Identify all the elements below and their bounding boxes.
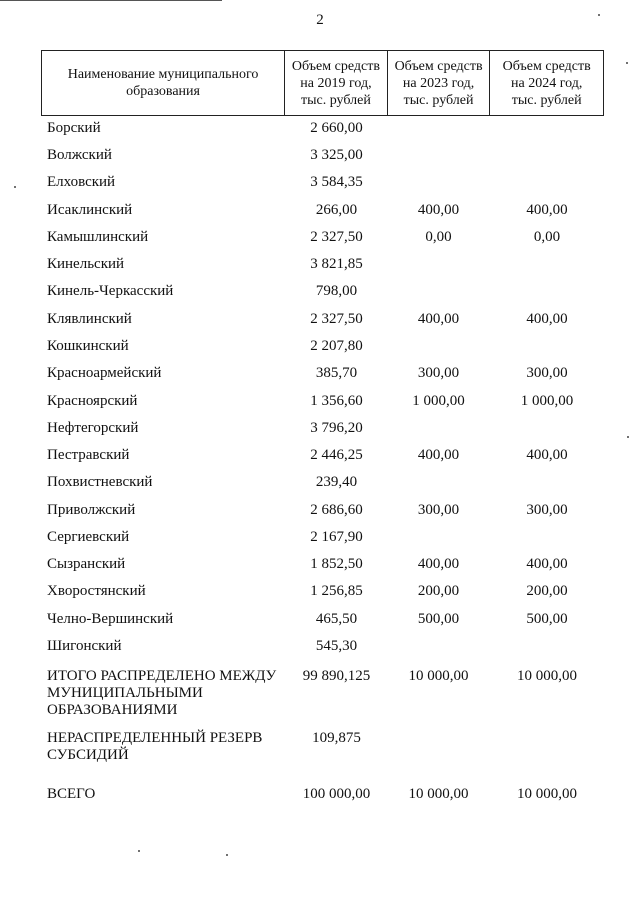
header-municipality: Наименование муниципального образования [67, 67, 259, 99]
amount-2019-cell: 239,40 [315, 474, 358, 490]
amount-2024-cell: 400,00 [526, 202, 568, 218]
amount-2023-cell: 400,00 [417, 202, 460, 218]
amount-2019-cell: 99 890,125 [302, 668, 371, 684]
amount-2019-cell: 465,50 [315, 611, 358, 627]
amount-2019-cell: 1 852,50 [310, 556, 363, 572]
amount-2019-cell: 100 000,00 [302, 786, 371, 802]
amount-2019-cell: 2 446,25 [310, 447, 363, 463]
amount-2019-cell: 1 356,60 [310, 393, 363, 409]
scan-speck [626, 62, 628, 64]
amount-2019-cell: 1 256,85 [310, 583, 363, 599]
amount-2024-cell: 300,00 [526, 502, 568, 518]
header-amount-2019: Объем средств на 2019 год, тыс. рублей [284, 51, 387, 115]
municipality-cell: Сергиевский [47, 529, 130, 545]
municipality-cell: Похвистневский [47, 474, 153, 490]
municipality-cell: Шигонский [47, 638, 122, 654]
amount-2024-cell: 300,00 [526, 365, 568, 381]
amount-2023-cell: 400,00 [417, 556, 460, 572]
scan-edge-line [0, 0, 222, 1]
municipality-cell: Камышлинский [47, 229, 149, 245]
municipality-cell: Кошкинский [47, 338, 129, 354]
amount-2019-cell: 266,00 [315, 202, 358, 218]
amount-2023-cell: 400,00 [417, 447, 460, 463]
amount-2019-cell: 109,875 [312, 730, 361, 746]
municipality-cell: ИТОГО РАСПРЕДЕЛЕНО МЕЖДУ МУНИЦИПАЛЬНЫМИ ОБРАЗОВАНИЯМИ [47, 668, 277, 718]
municipality-cell: Борский [47, 120, 101, 136]
municipality-cell: Кинель-Черкасский [47, 283, 174, 299]
amount-2019-cell: 3 325,00 [310, 147, 363, 163]
municipality-cell: Волжский [47, 147, 112, 163]
amount-2019-cell: 2 167,90 [310, 529, 363, 545]
header-amount-2024: Объем средств на 2024 год, тыс. рублей [489, 51, 603, 115]
amount-2019-cell: 798,00 [315, 283, 358, 299]
municipality-cell: Хворостянский [47, 583, 146, 599]
amount-2019-cell: 2 686,60 [310, 502, 363, 518]
municipality-cell: Приволжский [47, 502, 136, 518]
amount-2023-cell: 1 000,00 [412, 393, 465, 409]
municipality-cell: НЕРАСПРЕДЕЛЕННЫЙ РЕЗЕРВ СУБСИДИЙ [47, 730, 263, 763]
amount-2024-cell: 1 000,00 [520, 393, 574, 409]
municipality-cell: Красноярский [47, 393, 138, 409]
amount-2019-cell: 2 327,50 [310, 311, 363, 327]
amount-2023-cell: 10 000,00 [408, 668, 469, 684]
amount-2019-cell: 2 660,00 [310, 120, 363, 136]
amount-2023-cell: 500,00 [417, 611, 460, 627]
municipality-cell: Кинельский [47, 256, 125, 272]
scan-speck [627, 436, 629, 438]
municipality-cell: Пестравский [47, 447, 130, 463]
table-header [41, 50, 604, 116]
amount-2024-cell: 400,00 [526, 556, 568, 572]
amount-2024-cell: 400,00 [526, 447, 568, 463]
amount-2023-cell: 200,00 [417, 583, 460, 599]
amount-2023-cell: 300,00 [417, 365, 460, 381]
municipality-cell: Елховский [47, 174, 116, 190]
amount-2019-cell: 385,70 [315, 365, 358, 381]
amount-2023-cell: 0,00 [425, 229, 452, 245]
amount-2023-cell: 10 000,00 [408, 786, 469, 802]
municipality-cell: Нефтегорский [47, 420, 139, 436]
amount-2024-cell: 500,00 [526, 611, 568, 627]
municipality-cell: ВСЕГО [47, 786, 96, 802]
municipality-cell: Исаклинский [47, 202, 133, 218]
amount-2023-cell: 400,00 [417, 311, 460, 327]
municipality-cell: Красноармейский [47, 365, 162, 381]
header-amount-2023: Объем средств на 2023 год, тыс. рублей [387, 51, 490, 115]
municipality-cell: Сызранский [47, 556, 126, 572]
amount-2024-cell: 10 000,00 [517, 668, 577, 684]
amount-2024-cell: 400,00 [526, 311, 568, 327]
amount-2024-cell: 0,00 [533, 229, 561, 245]
amount-2024-cell: 10 000,00 [517, 786, 577, 802]
amount-2023-cell: 300,00 [417, 502, 460, 518]
amount-2019-cell: 545,30 [315, 638, 358, 654]
scan-speck [138, 850, 140, 852]
amount-2019-cell: 3 821,85 [310, 256, 363, 272]
amount-2019-cell: 3 584,35 [310, 174, 363, 190]
amount-2019-cell: 2 207,80 [310, 338, 363, 354]
municipality-cell: Челно-Вершинский [47, 611, 174, 627]
amount-2024-cell: 200,00 [526, 583, 568, 599]
scan-speck [226, 854, 228, 856]
scan-speck [14, 186, 16, 188]
amount-2019-cell: 3 796,20 [310, 420, 363, 436]
amount-2019-cell: 2 327,50 [310, 229, 363, 245]
page-number: 2 [316, 12, 324, 28]
municipality-cell: Клявлинский [47, 311, 132, 327]
